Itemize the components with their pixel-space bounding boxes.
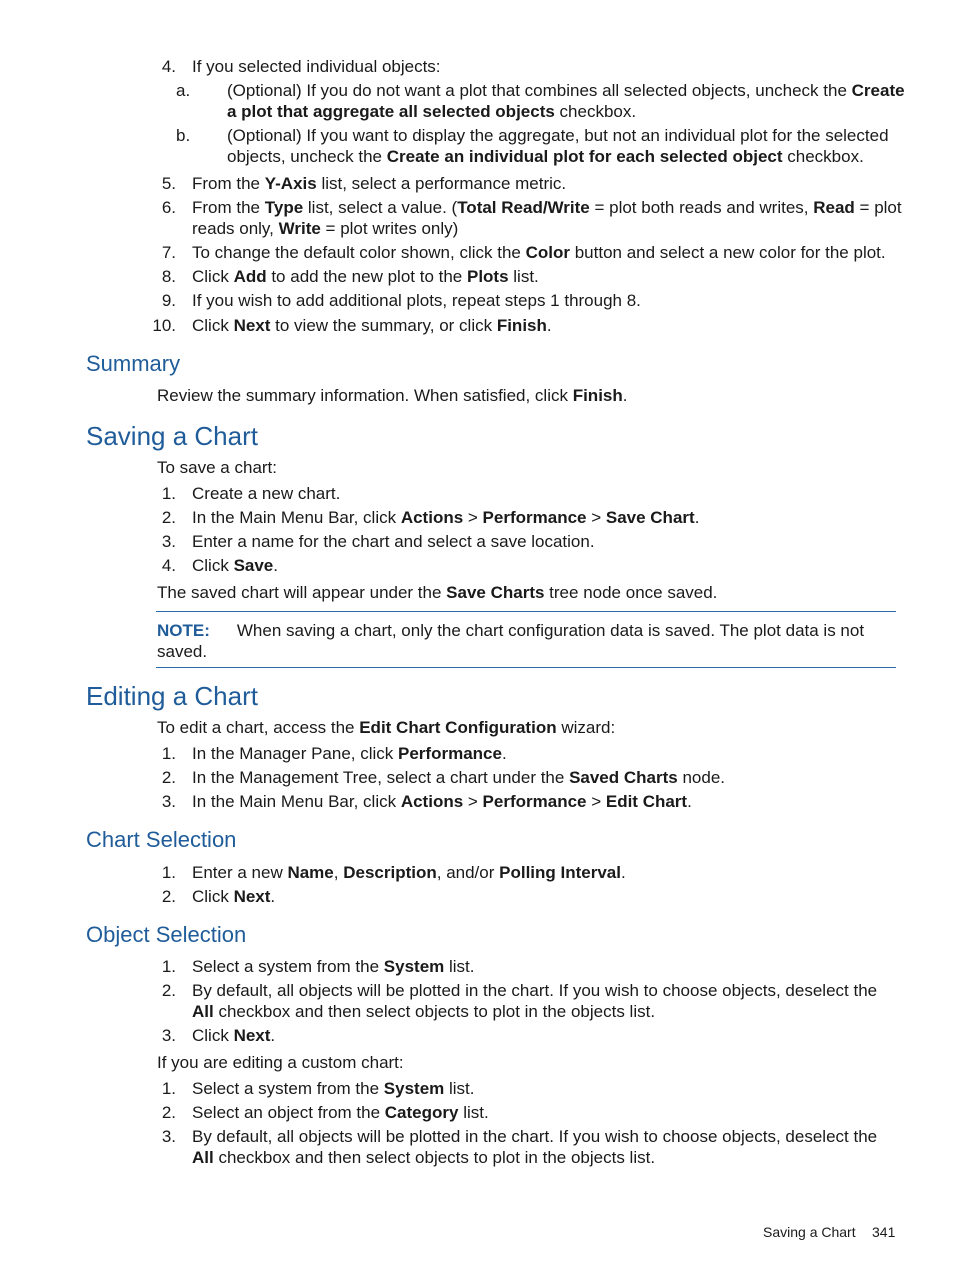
list-number: 3. [161, 792, 176, 811]
section-heading-saving-a-chart: Saving a Chart [86, 421, 258, 451]
list-number: 1. [161, 863, 176, 882]
note-top-rule [156, 611, 896, 612]
list-item-text: By default, all objects will be plotted in the chart. If you wish to choose objects, deselect the [192, 981, 878, 1000]
sublist-item-text: a plot that aggregate all selected objects checkbox. [227, 102, 637, 121]
list-item-text: Enter a new Name, Description, and/or Polling Interval. [192, 863, 626, 882]
list-number: 2. [161, 508, 176, 527]
list-item-text: Click Next to view the summary, or click Finish. [192, 316, 552, 335]
page-number: 341 [872, 1224, 896, 1240]
list-item-text: reads only, Write = plot writes only) [192, 219, 459, 238]
list-number: 2. [161, 1103, 176, 1122]
section-heading-object-selection: Object Selection [86, 922, 247, 947]
footer-section-title: Saving a Chart [763, 1224, 856, 1240]
note-text: NOTE: When saving a chart, only the chart configuration data is saved. The plot data is not [157, 621, 865, 640]
list-number: 1. [161, 1079, 176, 1098]
list-item-text: All checkbox and then select objects to plot in the objects list. [192, 1148, 656, 1167]
list-number: 3. [161, 532, 176, 551]
list-item-text: In the Management Tree, select a chart under the Saved Charts node. [192, 768, 725, 787]
note-bottom-rule [156, 667, 896, 668]
list-number: 4. [161, 556, 176, 575]
list-number: 3. [161, 1026, 176, 1045]
list-number: 2. [161, 887, 176, 906]
sublist-letter: b. [176, 126, 191, 145]
list-number: 4. [161, 57, 176, 76]
paragraph: Review the summary information. When satisfied, click Finish. [157, 386, 628, 405]
list-item-text: In the Main Menu Bar, click Actions > Performance > Save Chart. [192, 508, 700, 527]
list-item-text: If you selected individual objects: [192, 57, 441, 76]
list-item-text: If you wish to add additional plots, repeat steps 1 through 8. [192, 291, 641, 310]
list-number: 1. [161, 484, 176, 503]
list-number: 2. [161, 981, 176, 1000]
list-item-text: Select a system from the System list. [192, 1079, 475, 1098]
list-number: 10. [152, 316, 176, 335]
paragraph: The saved chart will appear under the Save Charts tree node once saved. [157, 583, 718, 602]
paragraph: To edit a chart, access the Edit Chart Configuration wizard: [157, 718, 616, 737]
list-item-text: Select an object from the Category list. [192, 1103, 489, 1122]
list-number: 3. [161, 1127, 176, 1146]
list-item-text: All checkbox and then select objects to plot in the objects list. [192, 1002, 656, 1021]
section-heading-summary: Summary [86, 351, 181, 376]
sublist-item-text: (Optional) If you do not want a plot that combines all selected objects, uncheck the Create [227, 81, 905, 100]
list-number: 6. [161, 198, 176, 217]
list-number: 1. [161, 957, 176, 976]
list-item-text: Click Next. [192, 887, 276, 906]
sublist-letter: a. [176, 81, 191, 100]
list-item-text: To change the default color shown, click the Color button and select a new color for the plot. [192, 243, 886, 262]
list-number: 5. [161, 174, 176, 193]
list-item-text: Click Next. [192, 1026, 276, 1045]
sublist-item-text: (Optional) If you want to display the aggregate, but not an individual plot for the selected [227, 126, 889, 145]
list-item-text: Click Add to add the new plot to the Plots list. [192, 267, 539, 286]
paragraph: To save a chart: [157, 458, 278, 477]
list-item-text: In the Manager Pane, click Performance. [192, 744, 507, 763]
list-item-text: By default, all objects will be plotted in the chart. If you wish to choose objects, deselect the [192, 1127, 878, 1146]
paragraph: If you are editing a custom chart: [157, 1053, 404, 1072]
list-item-text: From the Y-Axis list, select a performance metric. [192, 174, 567, 193]
note-text: saved. [157, 642, 208, 661]
list-item-text: Create a new chart. [192, 484, 341, 503]
list-number: 7. [161, 243, 176, 262]
section-heading-editing-a-chart: Editing a Chart [86, 681, 258, 711]
list-item-text: In the Main Menu Bar, click Actions > Performance > Edit Chart. [192, 792, 692, 811]
note-label: NOTE: [157, 621, 210, 640]
list-item-text: From the Type list, select a value. (Total Read/Write = plot both reads and writes, Read = plot [192, 198, 902, 217]
sublist-item-text: objects, uncheck the Create an individual plot for each selected object checkbox. [227, 147, 864, 166]
list-number: 2. [161, 768, 176, 787]
list-item-text: Enter a name for the chart and select a save location. [192, 532, 595, 551]
list-number: 8. [161, 267, 176, 286]
list-number: 1. [161, 744, 176, 763]
list-number: 9. [161, 291, 176, 310]
list-item-text: Select a system from the System list. [192, 957, 475, 976]
list-item-text: Click Save. [192, 556, 278, 575]
section-heading-chart-selection: Chart Selection [86, 827, 237, 852]
